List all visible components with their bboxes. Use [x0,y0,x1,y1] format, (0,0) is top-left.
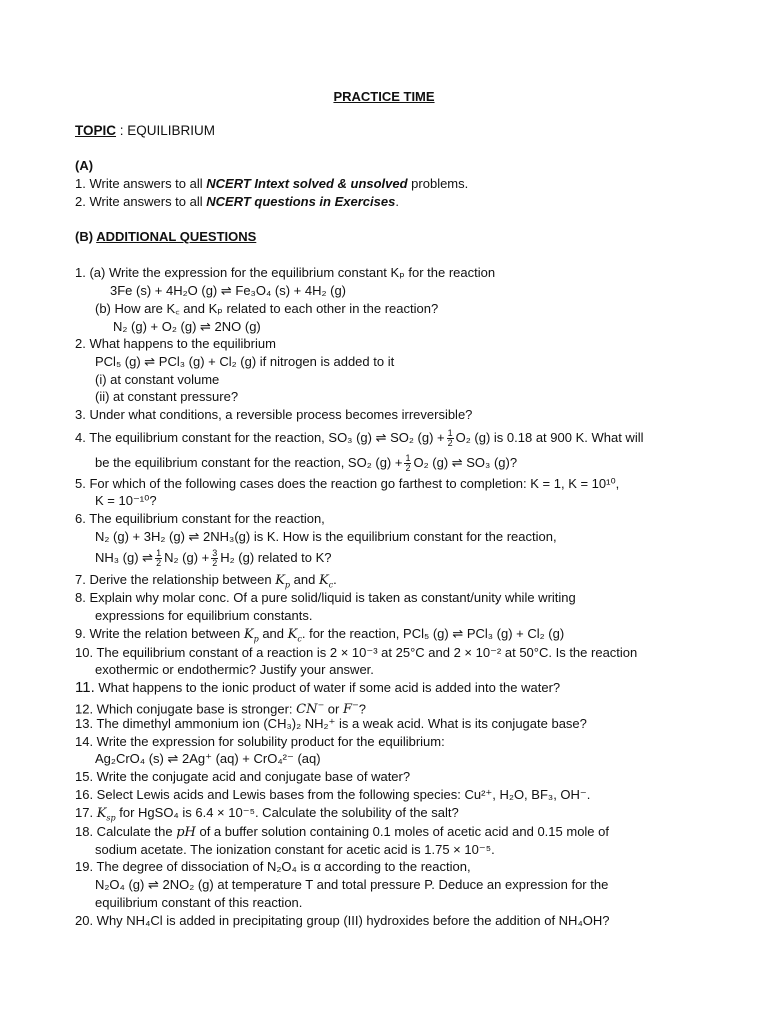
fraction-half [155,549,162,568]
question-4-text: 4. The equilibrium constant for the reaction, SO₃ (g) ⇌ SO₂ (g) + [75,429,445,445]
topic-value: EQUILIBRIUM [127,123,216,138]
question-8-continued: expressions for equilibrium constants. [95,608,313,623]
fraction-half [404,454,411,473]
question-13: 13. The dimethyl ammonium ion (CH₃)₂ NH₂⁺ is a weak acid. What is its conjugate base? [75,716,587,731]
page-title: PRACTICE TIME [333,89,435,104]
kc-symbol [319,573,333,588]
question-2-part-i: (i) at constant volume [95,372,220,387]
fraction-denominator: 2 [156,558,162,568]
question-12-text: or [324,701,343,717]
fraction-denominator: 2 [212,558,218,568]
ph-symbol: pH [176,825,196,840]
question-6-equation-2 [95,549,332,568]
symbol-subscript: c [297,634,302,644]
question-12-text: ? [358,701,366,717]
topic-label: TOPIC [75,123,117,138]
question-17-text: 17. [75,805,97,820]
question-11-text: What happens to the ionic product of water if some acid is added into the water? [94,680,561,695]
question-16: 16. Select Lewis acids and Lewis bases from the following species: Cu²⁺, H₂O, BF₃, OH⁻. [75,787,591,802]
question-9-text: 9. Write the relation between [75,626,244,641]
question-18-text: of a buffer solution containing 0.1 moles of acetic acid and 0.15 mole of [195,824,609,839]
question-7-text: 7. Derive the relationship between [75,572,276,587]
fraction-numerator: 3 [212,548,218,558]
question-9-text: and [258,626,288,641]
question-1a: 1. (a) Write the expression for the equilibrium constant Kₚ for the reaction [75,265,496,280]
question-3: 3. Under what conditions, a reversible process becomes irreversible? [75,407,473,422]
question-5: 5. For which of the following cases does the reaction go farthest to completion: K = 1, K = 10¹⁰, [75,476,620,491]
question-18-continued: sodium acetate. The ionization constant for acetic acid is 1.75 × 10⁻⁵. [95,842,495,857]
section-b-title: ADDITIONAL QUESTIONS [96,229,257,244]
question-9-text: . [301,626,306,641]
fraction-denominator: 2 [405,463,411,473]
equation-text: H₂ (g) related to K? [220,549,332,565]
minus-sign: − [351,701,359,710]
symbol-subscript: p [253,634,259,644]
section-b-prefix: (B) [75,229,97,244]
question-8: 8. Explain why molar conc. Of a pure solid/liquid is taken as constant/unity while writing [75,590,576,605]
question-4-text: O₂ (g) ⇌ SO₃ (g)? [413,454,518,470]
question-7-text: and [290,572,319,587]
fraction-numerator: 1 [447,428,453,438]
topic-line [75,123,215,138]
kc-symbol [288,627,302,642]
fraction-numerator: 1 [156,548,162,558]
ksp-symbol [97,806,116,821]
question-9-text: for the reaction, PCl₅ (g) ⇌ PCl₃ (g) + Cl₂ (g) [309,626,565,641]
question-5-continued: K = 10⁻¹⁰? [95,493,157,508]
question-4-text: be the equilibrium constant for the reaction, SO₂ (g) + [95,454,403,470]
topic-separator: : [116,123,128,138]
question-19-equation: N₂O₄ (g) ⇌ 2NO₂ (g) at temperature T and total pressure P. Deduce an expression for the [95,877,609,892]
symbol-cn: CN [296,702,318,718]
question-12-text: 12. Which conjugate base is stronger: [75,701,297,717]
symbol-k: K [96,806,107,821]
item-emphasis: NCERT Intext solved & unsolved [206,176,408,191]
fraction-half [447,429,454,448]
question-7-text: . [333,572,337,587]
symbol-k: K [275,573,285,588]
question-18 [75,824,609,841]
item-text: . [395,194,399,209]
item-emphasis: NCERT questions in Exercises [206,194,396,209]
question-4-continued [95,454,517,473]
question-1b: (b) How are K꜀ and Kₚ related to each other in the reaction? [95,301,439,316]
question-11 [75,680,560,696]
item-text: 1. Write answers to all [75,176,207,191]
symbol-k: K [318,573,329,588]
kp-symbol [275,573,290,588]
question-6: 6. The equilibrium constant for the reaction, [75,511,325,526]
section-b-heading [75,229,256,245]
question-20: 20. Why NH₄Cl is added in precipitating group (III) hydroxides before the addition of NH₄OH? [75,913,610,928]
fraction-numerator: 1 [405,453,411,463]
symbol-k: K [287,627,298,642]
symbol-f: F [342,702,352,718]
item-text: problems. [407,176,469,191]
question-2: 2. What happens to the equilibrium [75,336,276,351]
symbol-subscript: c [328,580,334,590]
question-2-equation: PCl₅ (g) ⇌ PCl₃ (g) + Cl₂ (g) if nitrogen is added to it [95,354,395,369]
question-4 [75,429,643,448]
question-19: 19. The degree of dissociation of N₂O₄ is α according to the reaction, [75,859,471,874]
section-a-item-1 [75,176,468,192]
minus-sign: − [317,701,325,710]
symbol-k: K [243,627,254,642]
symbol-subscript: p [284,580,291,590]
question-14: 14. Write the expression for solubility product for the equilibrium: [75,734,445,749]
fraction-denominator: 2 [447,438,453,448]
question-1b-equation: N₂ (g) + O₂ (g) ⇌ 2NO (g) [113,319,261,334]
equation-text: NH₃ (g) ⇌ [95,549,154,565]
question-17-text: for HgSO₄ is 6.4 × 10⁻⁵. Calculate the solubility of the salt? [115,805,459,820]
question-19-continued: equilibrium constant of this reaction. [95,895,303,910]
question-10: 10. The equilibrium constant of a reaction is 2 × 10⁻³ at 25°C and 2 × 10⁻² at 50°C. Is the reaction [75,645,638,660]
kp-symbol [244,627,259,642]
question-15: 15. Write the conjugate acid and conjugate base of water? [75,769,411,784]
symbol-subscript: sp [106,813,116,823]
question-2-part-ii: (ii) at constant pressure? [95,389,239,404]
fraction-three-halves [211,549,218,568]
question-4-text: O₂ (g) is 0.18 at 900 K. What will [455,429,644,445]
equation-text: N₂ (g) + [164,549,210,565]
item-text: 2. Write answers to all [75,194,207,209]
question-18-text: 18. Calculate the [75,824,177,839]
section-a-heading: (A) [75,158,94,173]
section-a-item-2 [75,194,399,210]
question-6-equation: N₂ (g) + 3H₂ (g) ⇌ 2NH₃(g) is K. How is the equilibrium constant for the reaction, [95,529,557,544]
question-1a-equation: 3Fe (s) + 4H₂O (g) ⇌ Fe₃O₄ (s) + 4H₂ (g) [110,283,347,298]
question-14-equation: Ag₂CrO₄ (s) ⇌ 2Ag⁺ (aq) + CrO₄²⁻ (aq) [95,751,321,766]
question-10-continued: exothermic or endothermic? Justify your answer. [95,662,374,677]
question-number: 11. [75,679,95,696]
